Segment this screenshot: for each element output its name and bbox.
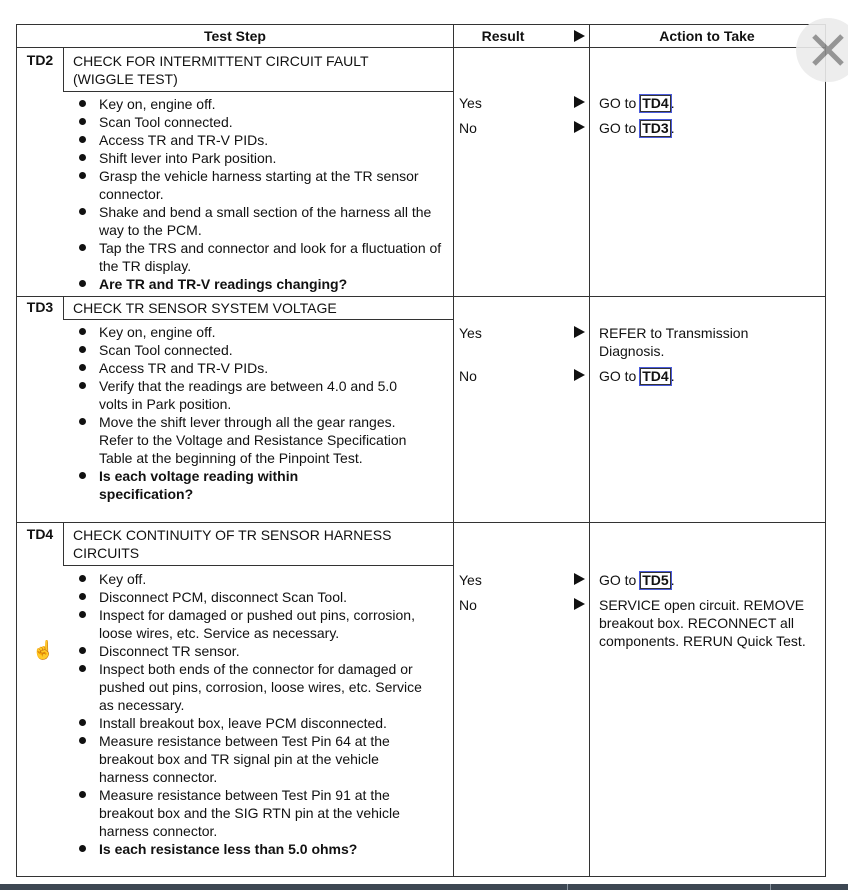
- list-item: Scan Tool connected.: [79, 341, 459, 359]
- link-td4[interactable]: TD4: [642, 95, 669, 111]
- action-yes: REFER to Transmission Diagnosis.: [599, 325, 749, 359]
- step-id: TD4: [26, 526, 54, 542]
- step-instructions: [79, 570, 459, 858]
- list-item: Inspect for damaged or pushed out pins, corrosion, loose wires, etc. Service as necessary.: [79, 606, 419, 642]
- step-id: TD3: [26, 299, 54, 315]
- list-item: Key off.: [79, 570, 459, 588]
- list-item: Shake and bend a small section of the harness all the way to the PCM.: [79, 203, 459, 239]
- arrow-icon: [574, 96, 585, 108]
- list-item: Key on, engine off.: [79, 323, 459, 341]
- list-item: Move the shift lever through all the gear ranges. Refer to the Voltage and Resistance Specification Table at the beginning of the Pinpoint Test.: [79, 413, 419, 467]
- action-yes: GO to TD5 .: [599, 572, 675, 588]
- link-td3[interactable]: TD3: [642, 120, 669, 136]
- link-td4[interactable]: TD4: [642, 368, 669, 384]
- step-instructions: [79, 323, 459, 503]
- arrow-icon: [574, 369, 585, 381]
- list-item: Disconnect TR sensor.: [79, 642, 459, 660]
- arrow-icon: [574, 121, 585, 133]
- list-item: Access TR and TR-V PIDs.: [79, 131, 459, 149]
- step-question: Are TR and TR-V readings changing?: [79, 275, 459, 293]
- result-no: No: [459, 120, 477, 136]
- step-title: CHECK TR SENSOR SYSTEM VOLTAGE: [73, 300, 337, 316]
- step-title: CHECK CONTINUITY OF TR SENSOR HARNESS CIRCUITS: [73, 527, 392, 561]
- list-item: Measure resistance between Test Pin 91 at the breakout box and the SIG RTN pin at the vehicle harness connector.: [79, 786, 419, 840]
- arrow-icon: [574, 573, 585, 585]
- list-item: Access TR and TR-V PIDs.: [79, 359, 459, 377]
- step-id: TD2: [26, 52, 54, 68]
- step-question: Is each resistance less than 5.0 ohms?: [79, 840, 459, 858]
- header-test-step: Test Step: [17, 25, 453, 48]
- list-item: Key on, engine off.: [79, 95, 459, 113]
- close-icon: [810, 32, 846, 68]
- list-item: Install breakout box, leave PCM disconnected.: [79, 714, 459, 732]
- result-no: No: [459, 597, 477, 613]
- list-item: Scan Tool connected.: [79, 113, 459, 131]
- step-question: Is each voltage reading within specification?: [79, 467, 339, 503]
- result-yes: Yes: [459, 325, 482, 341]
- result-yes: Yes: [459, 95, 482, 111]
- header-result: Result: [453, 25, 553, 48]
- arrow-icon: [574, 598, 585, 610]
- header-arrow-icon: [574, 30, 585, 42]
- list-item: Grasp the vehicle harness starting at the TR sensor connector.: [79, 167, 459, 203]
- hand-cursor-icon: ☝: [32, 640, 55, 660]
- step-instructions: [79, 95, 459, 293]
- list-item: Disconnect PCM, disconnect Scan Tool.: [79, 588, 459, 606]
- action-yes: GO to TD4 .: [599, 95, 675, 111]
- list-item: Verify that the readings are between 4.0 and 5.0 volts in Park position.: [79, 377, 419, 413]
- action-no: GO to TD3 .: [599, 120, 675, 136]
- pinpoint-test-table: [16, 24, 826, 877]
- list-item: Tap the TRS and connector and look for a fluctuation of the TR display.: [79, 239, 459, 275]
- link-td5[interactable]: TD5: [642, 572, 669, 588]
- result-yes: Yes: [459, 572, 482, 588]
- list-item: Shift lever into Park position.: [79, 149, 459, 167]
- list-item: Inspect both ends of the connector for damaged or pushed out pins, corrosion, loose wires, etc. Service as necessary.: [79, 660, 439, 714]
- action-no: SERVICE open circuit. REMOVE breakout box. RECONNECT all components. RERUN Quick Test.: [599, 597, 806, 649]
- result-no: No: [459, 368, 477, 384]
- bottom-toolbar: [0, 884, 848, 890]
- arrow-icon: [574, 326, 585, 338]
- list-item: Measure resistance between Test Pin 64 at the breakout box and TR signal pin at the vehicle harness connector.: [79, 732, 419, 786]
- header-action: Action to Take: [589, 25, 825, 48]
- step-title: CHECK FOR INTERMITTENT CIRCUIT FAULT (WIGGLE TEST): [73, 53, 369, 87]
- action-no: GO to TD4 .: [599, 368, 675, 384]
